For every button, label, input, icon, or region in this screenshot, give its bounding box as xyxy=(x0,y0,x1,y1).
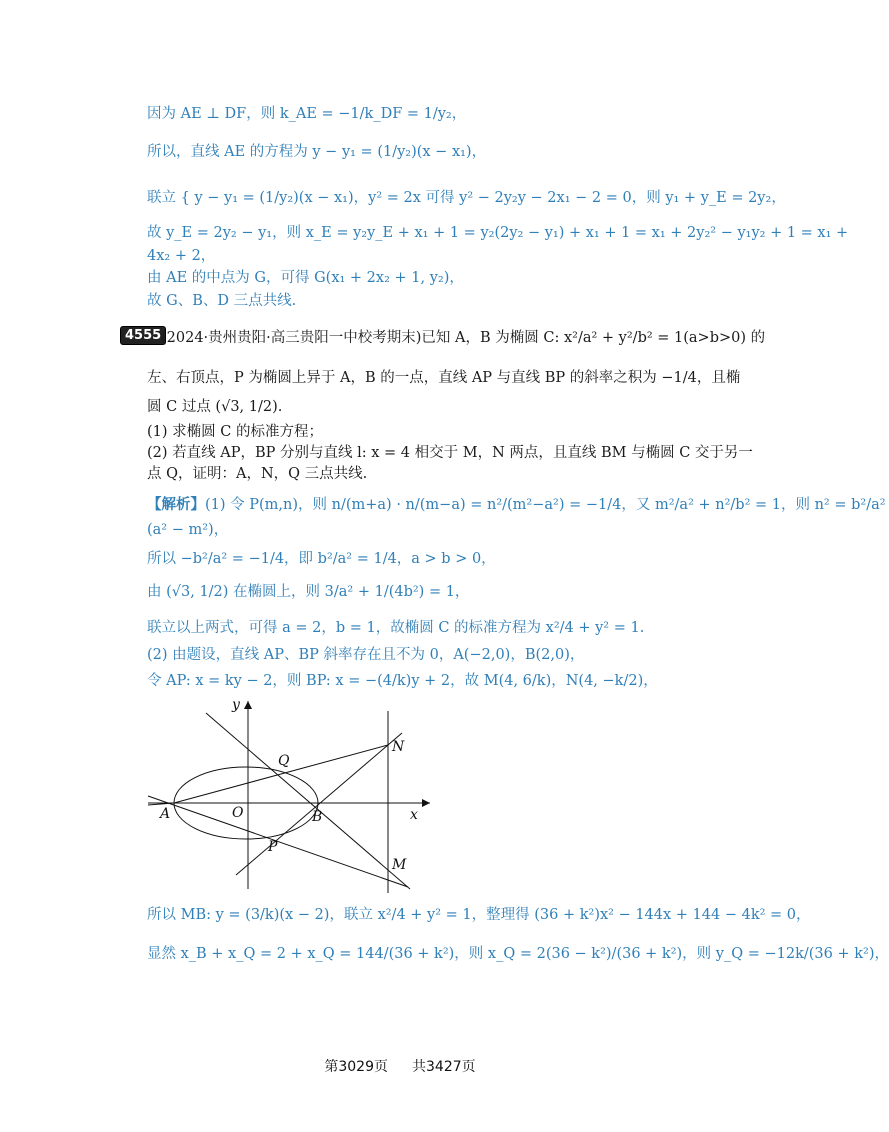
solution-line-7: 令 AP: x = ky − 2，则 BP: x = −(4/k)y + 2，故 M(4, 6/k)，N(4, −k/2)， xyxy=(147,673,658,689)
label-N: N xyxy=(392,739,405,755)
text-line-5: 4x₂ + 2， xyxy=(147,248,216,264)
text-line-6: 由 AE 的中点为 G，可得 G(x₁ + 2x₂ + 1, y₂)， xyxy=(147,270,464,286)
solution-line-8: 所以 MB: y = (3/k)(x − 2)，联立 x²/4 + y² = 1，整理得 (36 + k²)x² − 144x + 144 − 4k² = 0， xyxy=(147,907,811,923)
x-axis-arrow-icon xyxy=(422,799,430,807)
text-line-2: 所以，直线 AE 的方程为 y − y₁ = (1/y₂)(x − x₁)， xyxy=(147,144,487,160)
solution-line-6: (2) 由题设，直线 AP、BP 斜率存在且不为 0，A(−2,0)，B(2,0)， xyxy=(147,647,585,663)
problem-number-badge: 4555 xyxy=(120,326,166,345)
ellipse-figure xyxy=(140,693,440,893)
problem-line-2: 左、右顶点，P 为椭圆上异于 A，B 的一点，直线 AP 与直线 BP 的斜率之积为 −1/4，且椭 xyxy=(147,370,741,386)
label-Q: Q xyxy=(278,753,290,769)
solution-line-9: 显然 x_B + x_Q = 2 + x_Q = 144/(36 + k²)，则 x_Q = 2(36 − k²)/(36 + k²)，则 y_Q = −12k/(36 + k²)， xyxy=(147,946,889,962)
label-y: y xyxy=(232,697,240,713)
text-line-7: 故 G、B、D 三点共线. xyxy=(147,293,297,309)
line-MBQ xyxy=(206,713,410,889)
page-total: 共3427页 xyxy=(412,1059,476,1075)
line-AM xyxy=(148,796,408,887)
solution-line-4: 由 (√3, 1/2) 在椭圆上，则 3/a² + 1/(4b²) = 1， xyxy=(147,584,470,600)
question-1: (1) 求椭圆 C 的标准方程； xyxy=(147,424,323,440)
page-number: 第3029页 xyxy=(324,1059,388,1075)
problem-line-3: 圆 C 过点 (√3, 1/2). xyxy=(147,399,283,415)
label-x: x xyxy=(410,807,418,823)
question-2a: (2) 若直线 AP，BP 分别与直线 l: x = 4 相交于 M，N 两点，且直线 BM 与椭圆 C 交于另一 xyxy=(147,445,753,461)
solution-tag: 【解析】 xyxy=(147,496,205,513)
page-footer xyxy=(0,1056,800,1076)
text-line-4: 故 y_E = 2y₂ − y₁，则 x_E = y₂y_E + x₁ + 1 = y₂(2y₂ − y₁) + x₁ + 1 = x₁ + 2y₂² − y₁y₂ + 1 = x₁ + xyxy=(147,225,849,241)
label-M: M xyxy=(392,857,407,873)
solution-line-3: 所以 −b²/a² = −1/4，即 b²/a² = 1/4，a > b > 0， xyxy=(147,551,496,567)
solution-line-1 xyxy=(147,495,886,515)
solution-s1: (1) 令 P(m,n)，则 n/(m+a) · n/(m−a) = n²/(m²−a²) = −1/4，又 m²/a² + n²/b² = 1，则 n² = b²/a² xyxy=(205,497,886,513)
question-2b: 点 Q，证明：A，N，Q 三点共线. xyxy=(147,466,368,482)
label-O: O xyxy=(232,805,244,821)
text-line-1: 因为 AE ⊥ DF，则 k_AE = −1/k_DF = 1/y₂， xyxy=(147,106,467,122)
label-B: B xyxy=(312,809,323,825)
label-A: A xyxy=(160,806,171,822)
text-line-3: 联立 { y − y₁ = (1/y₂)(x − x₁)，y² = 2x 可得 y² − 2y₂y − 2x₁ − 2 = 0，则 y₁ + y_E = 2y₂， xyxy=(147,190,786,206)
solution-line-2: (a² − m²)， xyxy=(147,522,229,538)
line-NBP xyxy=(236,733,402,875)
y-axis-arrow-icon xyxy=(244,701,252,709)
problem-line-1: (2024·贵州贵阳·高三贵阳一中校考期末)已知 A，B 为椭圆 C: x²/a² + y²/b² = 1(a>b>0) 的 xyxy=(161,330,766,346)
label-P: P xyxy=(268,839,278,855)
solution-line-5: 联立以上两式，可得 a = 2，b = 1，故椭圆 C 的标准方程为 x²/4 + y² = 1. xyxy=(147,620,645,636)
